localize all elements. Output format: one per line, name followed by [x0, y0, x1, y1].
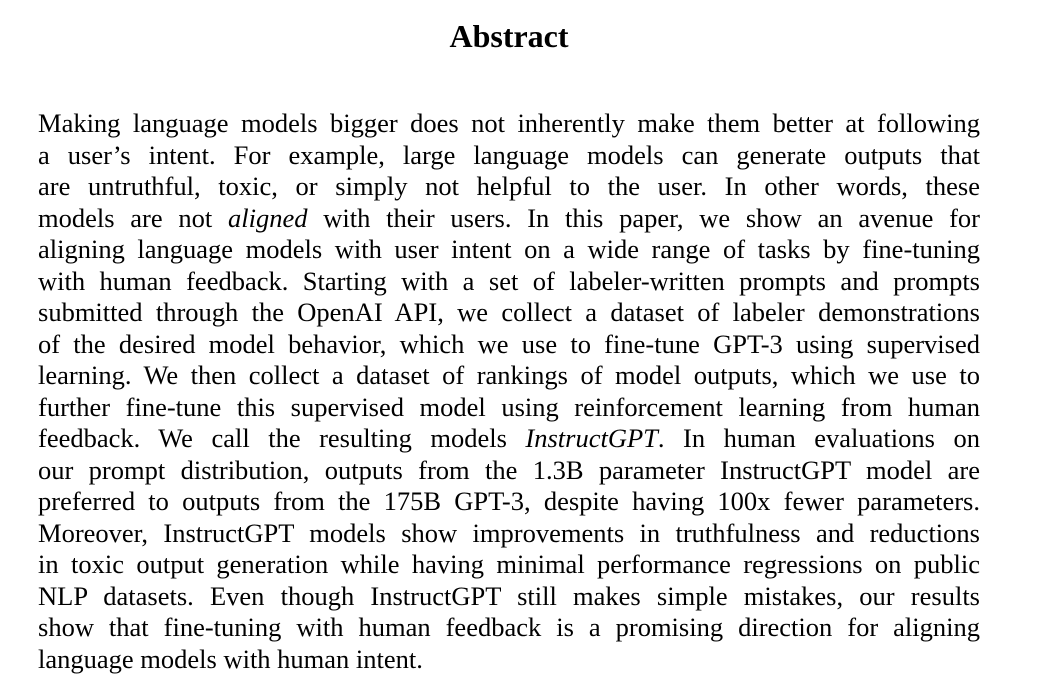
abstract-text: Making language models bigger does not inherently make them better at following	[38, 108, 980, 138]
abstract-line	[38, 423, 980, 455]
emphasized-term: aligned	[228, 202, 308, 233]
abstract-text: aligning language models with user intent on a wide range of tasks by fine-tuning	[38, 234, 980, 264]
abstract-text: with their users. In this paper, we show an avenue for	[307, 202, 980, 233]
abstract-line	[38, 329, 980, 361]
abstract-line	[38, 108, 980, 140]
abstract-body	[38, 108, 980, 675]
abstract-section	[38, 0, 980, 675]
abstract-line	[38, 612, 980, 644]
abstract-line	[38, 518, 980, 550]
abstract-heading: Abstract	[449, 18, 569, 54]
abstract-line	[38, 297, 980, 329]
abstract-line	[38, 486, 980, 518]
abstract-text: models are not	[38, 202, 228, 233]
abstract-line	[38, 234, 980, 266]
abstract-text: preferred to outputs from the 175B GPT-3, despite having 100x fewer parameters.	[38, 486, 980, 516]
abstract-text: of the desired model behavior, which we use to fine-tune GPT-3 using supervised	[38, 328, 980, 359]
abstract-text: . In human evaluations on	[657, 423, 980, 453]
abstract-line	[38, 360, 980, 392]
abstract-text: feedback. We call the resulting models	[38, 423, 526, 453]
abstract-text: with human feedback. Starting with a set of labeler-written prompts and prompts	[38, 265, 980, 296]
abstract-text: in toxic output generation while having minimal performance regressions on public	[38, 549, 980, 579]
abstract-text: further fine-tune this supervised model using reinforcement learning from human	[38, 391, 980, 422]
abstract-line	[38, 455, 980, 487]
abstract-line	[38, 392, 980, 424]
abstract-text: NLP datasets. Even though InstructGPT still makes simple mistakes, our results	[38, 580, 980, 611]
abstract-text: our prompt distribution, outputs from the 1.3B parameter InstructGPT model are	[38, 454, 980, 485]
abstract-text: language models with human intent.	[38, 643, 423, 674]
abstract-line	[38, 644, 980, 676]
abstract-text: show that fine-tuning with human feedback is a promising direction for aligning	[38, 612, 980, 642]
abstract-text: submitted through the OpenAI API, we collect a dataset of labeler demonstrations	[38, 297, 980, 327]
abstract-text: are untruthful, toxic, or simply not helpful to the user. In other words, these	[38, 171, 980, 201]
abstract-text: Moreover, InstructGPT models show improvements in truthfulness and reductions	[38, 517, 980, 548]
emphasized-term: InstructGPT	[525, 423, 658, 453]
abstract-line	[38, 266, 980, 298]
abstract-line	[38, 171, 980, 203]
abstract-text: learning. We then collect a dataset of rankings of model outputs, which we use to	[38, 360, 980, 390]
abstract-text: a user’s intent. For example, large language models can generate outputs that	[38, 139, 980, 170]
abstract-line	[38, 140, 980, 172]
abstract-line	[38, 549, 980, 581]
abstract-line	[38, 581, 980, 613]
abstract-line	[38, 203, 980, 235]
